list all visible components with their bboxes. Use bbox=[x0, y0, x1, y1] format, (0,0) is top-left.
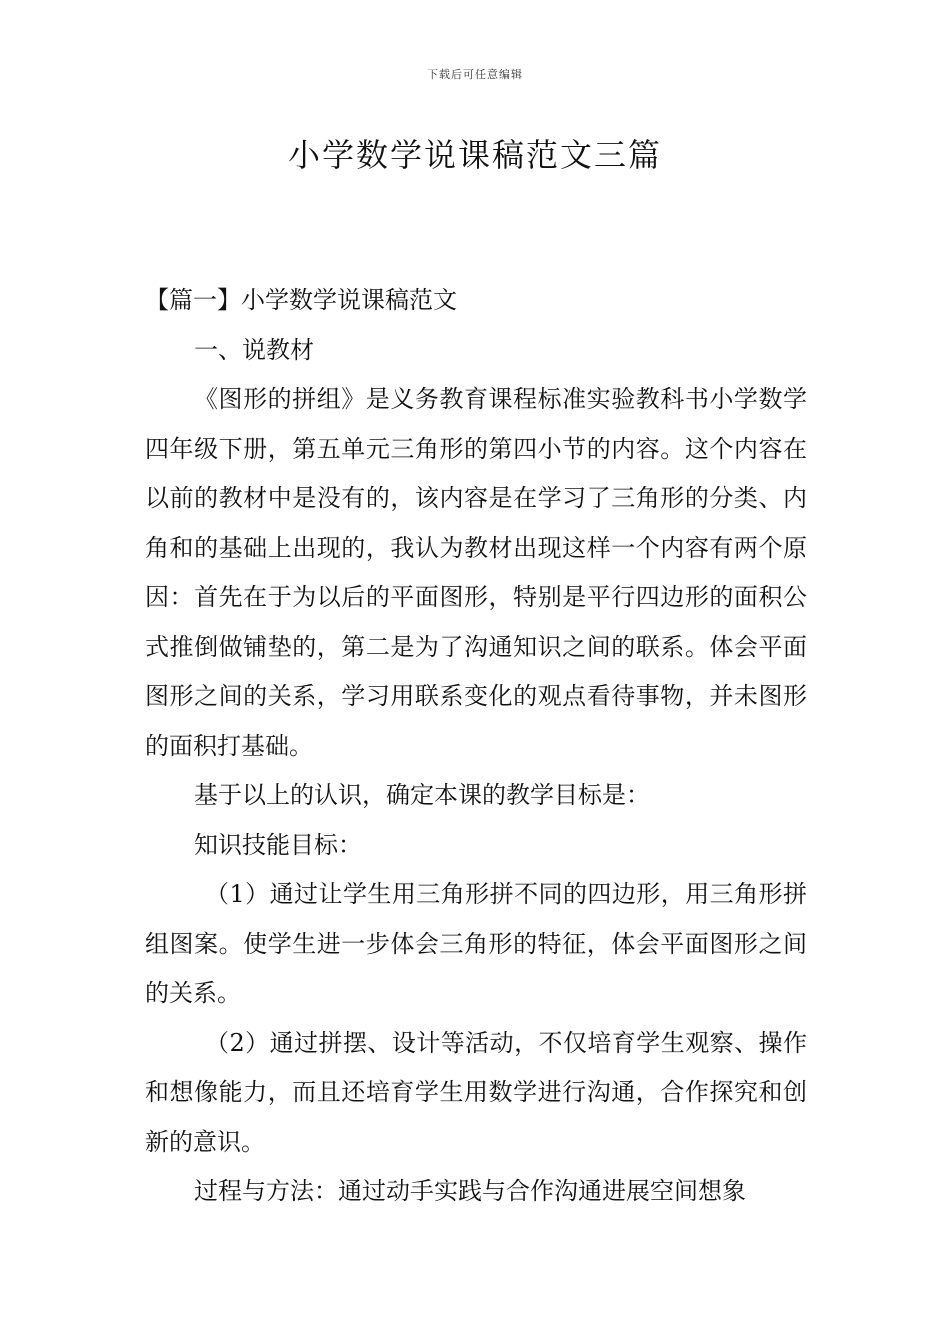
document-body bbox=[145, 276, 807, 1217]
subheading-teaching-material: 一、说教材 bbox=[194, 335, 314, 364]
paragraph-material-intro: 《图形的拼组》是义务教育课程标准实验教科书小学数学四年级下册，第五单元三角形的第四小节的内容。这个内容在以前的教材中是没有的，该内容是在学习了三角形的分类、内角和的基础上出现的，我认为教材出现这样一个内容有两个原因：首先在于为以后的平面图形，特别是平行四边形的面积公式推倒做铺垫的，第二是为了沟通知识之间的联系。体会平面图形之间的关系，学习用联系变化的观点看待事物，并未图形的面积打基础。 bbox=[145, 385, 807, 760]
section-heading: 【篇一】小学数学说课稿范文 bbox=[145, 286, 457, 314]
paragraph-goal-2: （2）通过拼摆、设计等活动，不仅培育学生观察、操作和想像能力，而且还培育学生用数学进行沟通，合作探究和创新的意识。 bbox=[145, 1028, 807, 1156]
paragraph-knowledge-goals: 知识技能目标： bbox=[194, 830, 362, 859]
paragraph-goal-1: （1）通过让学生用三角形拼不同的四边形，用三角形拼组图案。使学生进一步体会三角形的特征，体会平面图形之间的关系。 bbox=[145, 880, 807, 1007]
paragraph-goal-intro: 基于以上的认识，确定本课的教学目标是： bbox=[194, 781, 650, 809]
document-title: 小学数学说课稿范文三篇 bbox=[287, 136, 662, 174]
header-note: 下载后可任意编辑 bbox=[427, 68, 523, 81]
paragraph-process-method: 过程与方法：通过动手实践与合作沟通进展空间想象 bbox=[194, 1177, 746, 1205]
